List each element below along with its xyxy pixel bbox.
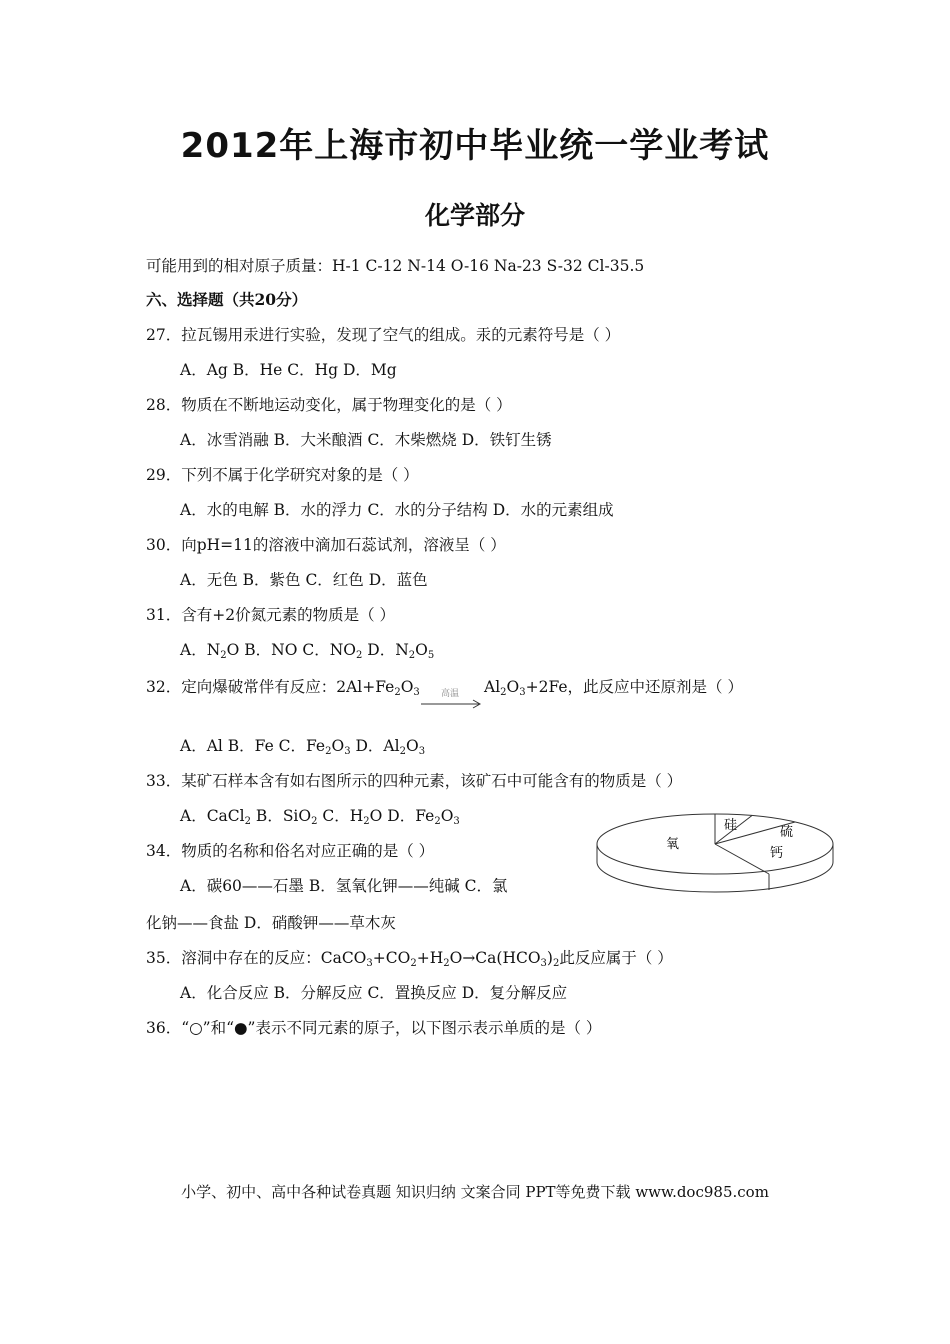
pie-label-sulfur: 硫	[780, 825, 794, 840]
page-subtitle: 化学部分	[424, 201, 525, 230]
q29-stem: 29．下列不属于化学研究对象的是（ ）	[146, 466, 419, 484]
q27-options: A．Ag B．He C．Hg D．Mg	[180, 361, 397, 379]
reaction-arrow	[419, 684, 483, 712]
q33-options: A．CaCl$_2$ B．SiO$_2$ C．$H_2O$ D．$Fe_2O_3$	[180, 807, 460, 827]
q32-stem-post: $Al_2O_3+2Fe$，此反应中还原剂是（ ）	[484, 678, 743, 698]
q29-options: A．水的电解 B．水的浮力 C．水的分子结构 D．水的元素组成	[180, 501, 614, 519]
reaction-condition-label: 高温	[441, 689, 460, 699]
pie-label-silicon: 硅	[724, 818, 738, 833]
q35-options: A．化合反应 B．分解反应 C．置换反应 D．复分解反应	[180, 984, 568, 1002]
q35-stem: 35．溶洞中存在的反应：$CaCO_3+CO_2+H_2O\to Ca(HCO_3)_2$此反应属于（ ）	[146, 949, 673, 969]
q31-stem: 31．含有+2价氮元素的物质是（ ）	[146, 606, 396, 624]
element-pie-diagram	[594, 810, 836, 894]
q33-stem: 33．某矿石样本含有如右图所示的四种元素，该矿石中可能含有的物质是（ ）	[146, 772, 683, 790]
q31-options: A．$N_2O$ B．NO C．$NO_2$ D．$N_2O_5$	[180, 641, 435, 661]
q34-stem: 34．物质的名称和俗名对应正确的是（ ）	[146, 842, 435, 860]
section-title: 六、选择题（共20分）	[146, 290, 308, 309]
q36-stem: 36．“○”和“●”表示不同元素的原子，以下图示表示单质的是（ ）	[146, 1019, 602, 1037]
q32-options: A．Al B．Fe C．$Fe_2O_3$ D．$Al_2O_3$	[180, 737, 426, 757]
q28-options: A．冰雪消融 B．大米酿酒 C．木柴燃烧 D．铁钉生锈	[180, 431, 552, 449]
q30-options: A．无色 B．紫色 C．红色 D．蓝色	[180, 571, 428, 589]
q28-stem: 28．物质在不断地运动变化，属于物理变化的是（ ）	[146, 396, 512, 414]
pie-label-calcium: 钙	[770, 846, 784, 861]
q34-options-line2: 化钠——食盐 D．硝酸钾——草木灰	[146, 914, 396, 932]
pie-label-oxygen: 氧	[666, 837, 680, 852]
q27-stem: 27．拉瓦锡用汞进行实验，发现了空气的组成。汞的元素符号是（ ）	[146, 326, 621, 344]
q32-stem-pre: 32．定向爆破常伴有反应：$2Al+Fe_2O_3$	[146, 678, 420, 698]
q30-stem: 30．向pH=11的溶液中滴加石蕊试剂，溶液呈（ ）	[146, 536, 506, 554]
q34-options-line1: A．碳60——石墨 B．氢氧化钾——纯碱 C．氯	[180, 877, 508, 895]
page-title: 2012年上海市初中毕业统一学业考试	[180, 126, 770, 166]
page-footer: 小学、初中、高中各种试卷真题 知识归纳 文案合同 PPT等免费下载 www.doc985.com	[181, 1183, 769, 1201]
atomic-mass-note: 可能用到的相对原子质量：H-1 C-12 N-14 O-16 Na-23 S-32 Cl-35.5	[146, 257, 645, 275]
